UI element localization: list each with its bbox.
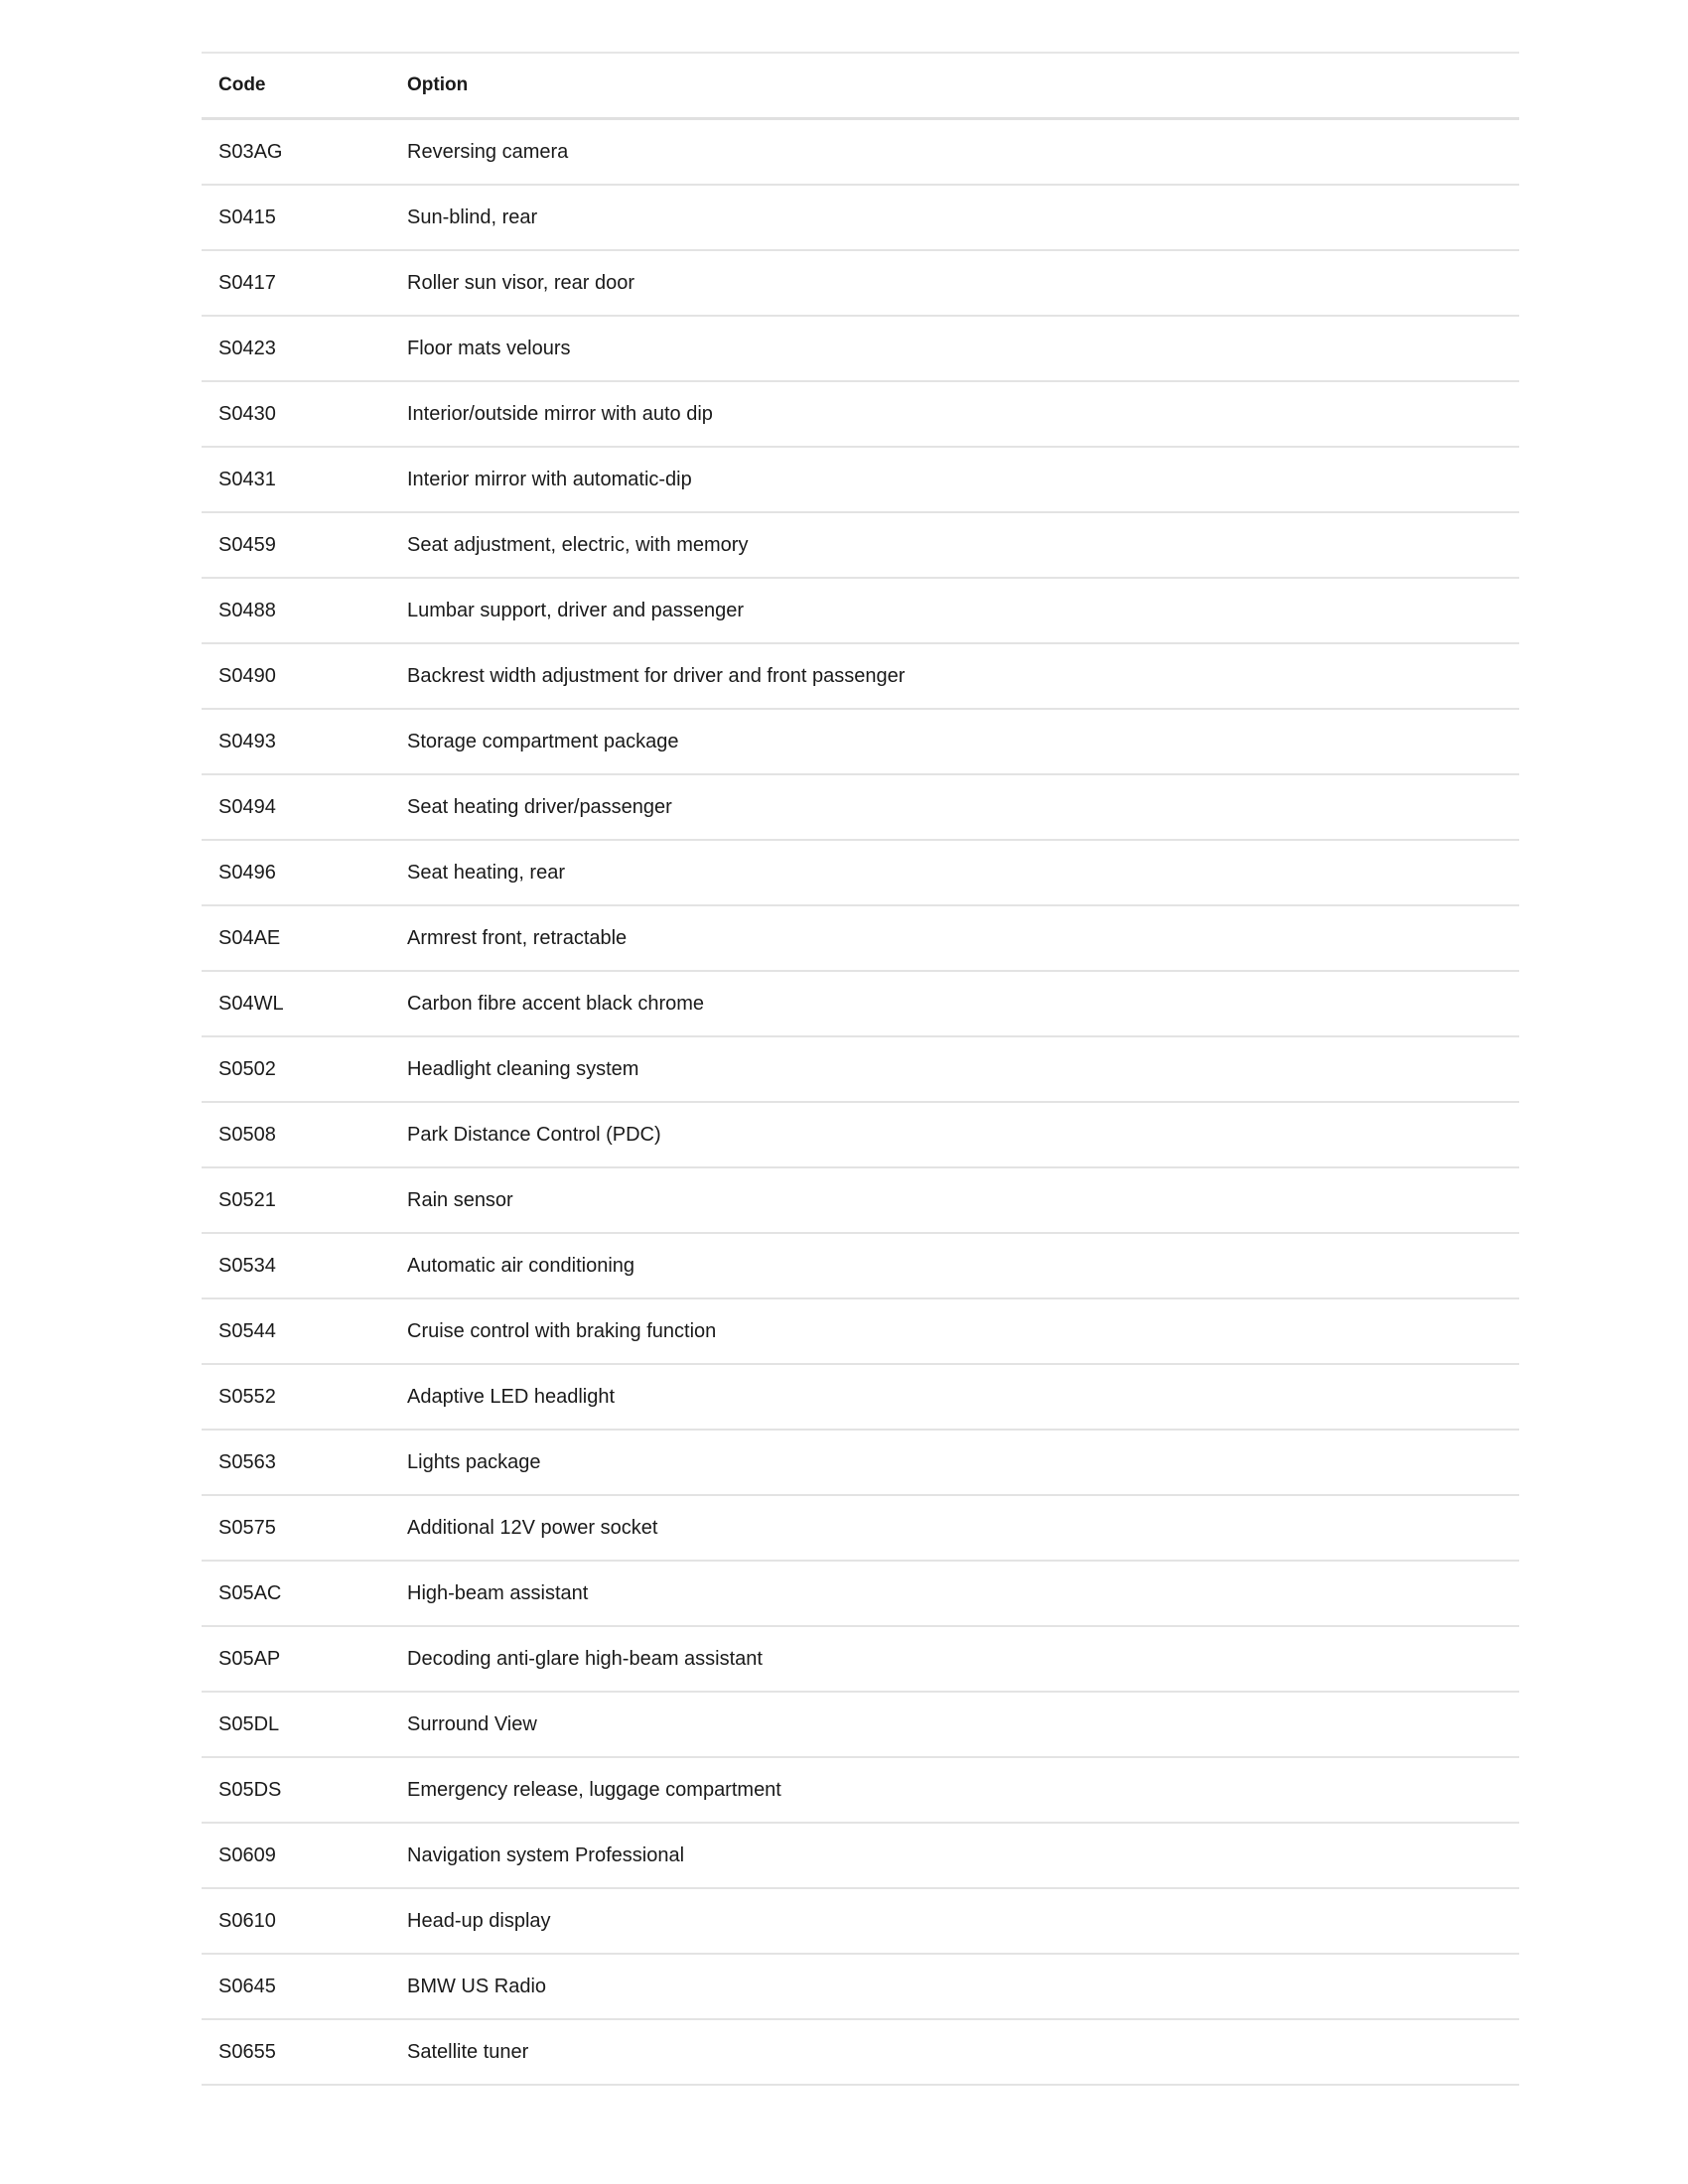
option-description: Carbon fibre accent black chrome: [407, 992, 705, 1015]
option-code: S0544: [218, 1319, 276, 1342]
option-code: S0521: [218, 1188, 276, 1211]
option-description: Armrest front, retractable: [407, 926, 628, 949]
option-description: Navigation system Professional: [407, 1843, 685, 1866]
options-table: [202, 52, 1519, 2086]
option-description: Floor mats velours: [407, 337, 571, 359]
option-description: Seat heating driver/passenger: [407, 795, 672, 818]
table-row: [202, 1889, 1519, 1955]
option-description: BMW US Radio: [407, 1975, 547, 1997]
option-description: Emergency release, luggage compartment: [407, 1778, 781, 1801]
option-description: Park Distance Control (PDC): [407, 1123, 661, 1146]
option-code: S0459: [218, 533, 276, 556]
table-row: [202, 382, 1519, 448]
option-code: S0610: [218, 1909, 276, 1932]
option-code: S0645: [218, 1975, 276, 1997]
option-code: S0423: [218, 337, 276, 359]
table-row: [202, 186, 1519, 251]
table-row: [202, 1562, 1519, 1627]
option-code: S0609: [218, 1843, 276, 1866]
table-row: [202, 1168, 1519, 1234]
option-description: Seat heating, rear: [407, 861, 565, 884]
option-description: Additional 12V power socket: [407, 1516, 658, 1539]
option-code: S04AE: [218, 926, 281, 949]
option-description: High-beam assistant: [407, 1581, 589, 1604]
table-row: [202, 1693, 1519, 1758]
table-row: [202, 775, 1519, 841]
table-row: [202, 1824, 1519, 1889]
table-row: [202, 448, 1519, 513]
option-code: S05AC: [218, 1581, 282, 1604]
option-description: Lights package: [407, 1450, 541, 1473]
option-code: S0493: [218, 730, 276, 752]
option-code: S03AG: [218, 140, 283, 163]
table-row: [202, 906, 1519, 972]
option-description: Interior mirror with automatic-dip: [407, 468, 692, 490]
table-row: [202, 317, 1519, 382]
option-code: S0552: [218, 1385, 276, 1408]
option-description: Backrest width adjustment for driver and front passenger: [407, 664, 906, 687]
option-description: Head-up display: [407, 1909, 551, 1932]
option-description: Surround View: [407, 1712, 537, 1735]
table-row: [202, 251, 1519, 317]
option-description: Cruise control with braking function: [407, 1319, 717, 1342]
option-code: S0494: [218, 795, 276, 818]
option-code: S05AP: [218, 1647, 281, 1670]
table-row: [202, 1103, 1519, 1168]
option-description: Roller sun visor, rear door: [407, 271, 634, 294]
column-header-option: Option: [407, 74, 469, 95]
option-description: Storage compartment package: [407, 730, 679, 752]
table-row: [202, 1365, 1519, 1431]
option-code: S0496: [218, 861, 276, 884]
column-header-code: Code: [218, 74, 266, 95]
option-code: S0431: [218, 468, 276, 490]
option-description: Rain sensor: [407, 1188, 513, 1211]
option-code: S0430: [218, 402, 276, 425]
option-description: Automatic air conditioning: [407, 1254, 635, 1277]
option-description: Decoding anti-glare high-beam assistant: [407, 1647, 763, 1670]
table-row: [202, 1234, 1519, 1299]
table-row: [202, 1627, 1519, 1693]
table-row: [202, 2020, 1519, 2086]
option-code: S0508: [218, 1123, 276, 1146]
table-row: [202, 1299, 1519, 1365]
option-code: S05DS: [218, 1778, 282, 1801]
table-row: [202, 120, 1519, 186]
table-row: [202, 644, 1519, 710]
table-row: [202, 1037, 1519, 1103]
table-row: [202, 513, 1519, 579]
table-row: [202, 710, 1519, 775]
table-row: [202, 1431, 1519, 1496]
option-code: S0415: [218, 205, 276, 228]
option-description: Adaptive LED headlight: [407, 1385, 616, 1408]
table-row: [202, 1955, 1519, 2020]
option-code: S0575: [218, 1516, 276, 1539]
option-description: Interior/outside mirror with auto dip: [407, 402, 713, 425]
option-description: Satellite tuner: [407, 2040, 529, 2063]
option-description: Seat adjustment, electric, with memory: [407, 533, 749, 556]
option-code: S0534: [218, 1254, 276, 1277]
table-row: [202, 841, 1519, 906]
table-body: [202, 120, 1519, 2086]
option-code: S0488: [218, 599, 276, 621]
table-header-row: [202, 54, 1519, 120]
option-code: S05DL: [218, 1712, 280, 1735]
table-row: [202, 579, 1519, 644]
option-description: Sun-blind, rear: [407, 205, 538, 228]
table-row: [202, 1496, 1519, 1562]
option-code: S0490: [218, 664, 276, 687]
option-description: Reversing camera: [407, 140, 569, 163]
table-row: [202, 1758, 1519, 1824]
table-row: [202, 972, 1519, 1037]
option-code: S0655: [218, 2040, 276, 2063]
option-code: S0502: [218, 1057, 276, 1080]
option-code: S0563: [218, 1450, 276, 1473]
option-code: S04WL: [218, 992, 284, 1015]
option-description: Lumbar support, driver and passenger: [407, 599, 745, 621]
option-code: S0417: [218, 271, 276, 294]
option-description: Headlight cleaning system: [407, 1057, 639, 1080]
